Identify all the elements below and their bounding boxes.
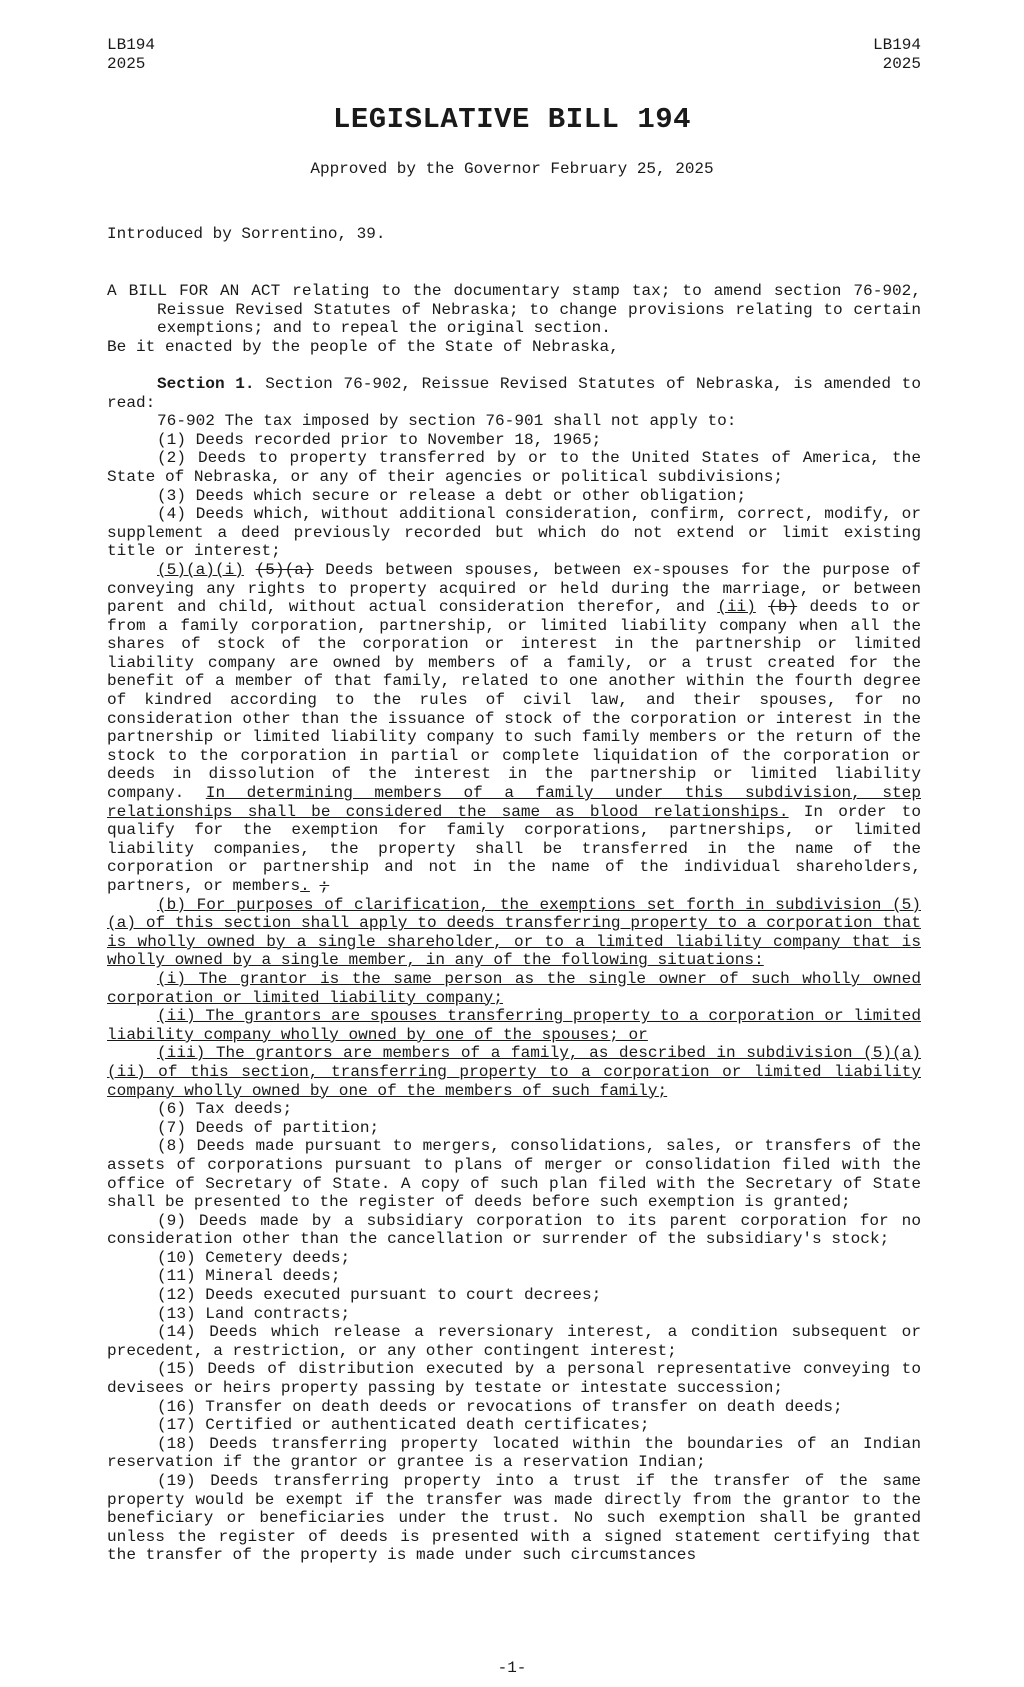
item-17: (17) Certified or authenticated death certificates; [157, 1416, 650, 1435]
item-13: (13) Land contracts; [157, 1304, 351, 1323]
item-5a [107, 561, 921, 896]
header-right-year: 2025 [882, 55, 921, 73]
item-6: (6) Tax deeds; [157, 1100, 293, 1119]
item-4: (4) Deeds which, without additional consideration, confirm, correct, modify, or supplement a deed previously recorded but which do not extend or limit existing title or interest; [107, 505, 921, 561]
item-12: (12) Deeds executed pursuant to court decrees; [157, 1286, 602, 1305]
inserted-ii: (ii) [717, 598, 756, 617]
statute-intro: 76-902 The tax imposed by section 76-901 shall not apply to: [157, 412, 737, 431]
inserted-period: . [300, 877, 310, 895]
item-5b: (b) For purposes of clarification, the exemptions set forth in subdivision (5)(a) of this section shall apply to deeds transferring property to a corporation that is wholly owned by a single shareholder, or to a limited liability company that is wholly owned by a single member, in any of the following situations: [107, 895, 921, 970]
section-1-heading [107, 375, 921, 412]
item-7: (7) Deeds of partition; [157, 1118, 380, 1137]
item-16: (16) Transfer on death deeds or revocations of transfer on death deeds; [157, 1397, 843, 1416]
item-18: (18) Deeds transferring property located within the boundaries of an Indian reservation if the grantor or grantee is a reservation Indian; [107, 1434, 921, 1472]
item-5b-iii: (iii) The grantors are members of a family, as described in subdivision (5)(a)(ii) of this section, transferring property to a corporation or limited liability company wholly owned by one of the members of such family; [107, 1044, 921, 1100]
header-right [873, 36, 921, 74]
struck-b: (b) [768, 598, 798, 617]
item-2: (2) Deeds to property transferred by or to the United States of America, the State of Nebraska, or any of their agencies or political subdivisions; [107, 449, 921, 486]
act-title: A BILL FOR AN ACT relating to the documentary stamp tax; to amend section 76-902, Reissue Revised Statutes of Nebraska; to change provisions relating to certain exemptions; and to repeal the original section. [107, 282, 921, 338]
item-10: (10) Cemetery deeds; [157, 1248, 351, 1267]
item-14: (14) Deeds which release a reversionary interest, a condition subsequent or precedent, a restriction, or any other contingent interest; [107, 1323, 921, 1360]
struck-label: (5)(a) [255, 560, 314, 579]
item-5b-i: (i) The grantor is the same person as the single owner of such wholly owned corporation or limited liability company; [107, 969, 921, 1007]
header-right-bill: LB194 [872, 36, 921, 54]
item-15: (15) Deeds of distribution executed by a personal representative conveying to devisees or heirs property passing by testate or intestate succession; [107, 1360, 921, 1398]
item-19: (19) Deeds transferring property into a trust if the transfer of the same property would be exempt if the transfer was made directly from the grantor to the beneficiary or beneficiaries under the trust. No such exemption shall be granted unless the register of deeds is presented with a signed statement certifying that the transfer of the property is made under such circumstances [107, 1472, 921, 1565]
item-3: (3) Deeds which secure or release a debt or other obligation; [157, 486, 747, 505]
section-label: Section 1. [157, 374, 255, 393]
header-left-bill: LB194 [107, 36, 156, 54]
item-1: (1) Deeds recorded prior to November 18, 1965; [157, 430, 602, 449]
page-number: -1- [497, 1659, 527, 1677]
item-9: (9) Deeds made by a subsidiary corporation to its parent corporation for no consideration other than the cancellation or surrender of the subsidiary's stock; [107, 1211, 921, 1249]
item-5a-text-b: deeds to or from a family corporation, partnership, or limited liability company when all the shares of stock of the corporation or interest in the partnership or limited liability company are owned by members of a family, or a trust created for the benefit of a member of that family, related to one another within the fourth degree of kindred according to the rules of civil law, and their spouses, for no consideration other than the issuance of stock of the corporation or interest in the partnership or limited liability company to such family members or the return of the stock to the corporation in partial or complete liquidation of the corporation or deeds in dissolution of the interest in the partnership or limited liability company. [107, 598, 921, 803]
item-11: (11) Mineral deeds; [157, 1267, 341, 1286]
approval-line: Approved by the Governor February 25, 2025 [310, 160, 714, 178]
inserted-step-relationships: In determining members of a family under this subdivision, step relationships shall be considered the same as blood relationships. [107, 784, 921, 821]
item-5a-text: Deeds between spouses, between ex-spouses for the purpose of conveying any rights to property acquired or held during the marriage, or between parent and child, without actual consideration therefor, and [107, 560, 921, 617]
struck-semicolon: ; [319, 877, 330, 895]
bill-body [107, 282, 921, 1565]
enacting-clause: Be it enacted by the people of the State of Nebraska, [107, 337, 619, 356]
bill-title: LEGISLATIVE BILL 194 [332, 103, 692, 136]
inserted-label: (5)(a)(i) [157, 560, 244, 579]
item-5b-ii: (ii) The grantors are spouses transferring property to a corporation or limited liability company wholly owned by one of the spouses; or [107, 1007, 921, 1044]
item-5a-text-c: In order to qualify for the exemption for family corporations, partnerships, or limited liability companies, the property shall be transferred in the name of the corporation or partnership and not in the name of the individual shareholders, partners, or members [107, 802, 921, 895]
header-left-year: 2025 [107, 55, 146, 73]
header-left [107, 36, 155, 74]
item-8: (8) Deeds made pursuant to mergers, consolidations, sales, or transfers of the assets of corporations pursuant to plans of merger or consolidation filed with the office of Secretary of State. A copy of such plan filed with the Secretary of State shall be presented to the register of deeds before such exemption is granted; [107, 1137, 921, 1212]
section-text: Section 76-902, Reissue Revised Statutes of Nebraska, is amended to read: [107, 374, 921, 412]
introduced-by: Introduced by Sorrentino, 39. [107, 225, 386, 243]
